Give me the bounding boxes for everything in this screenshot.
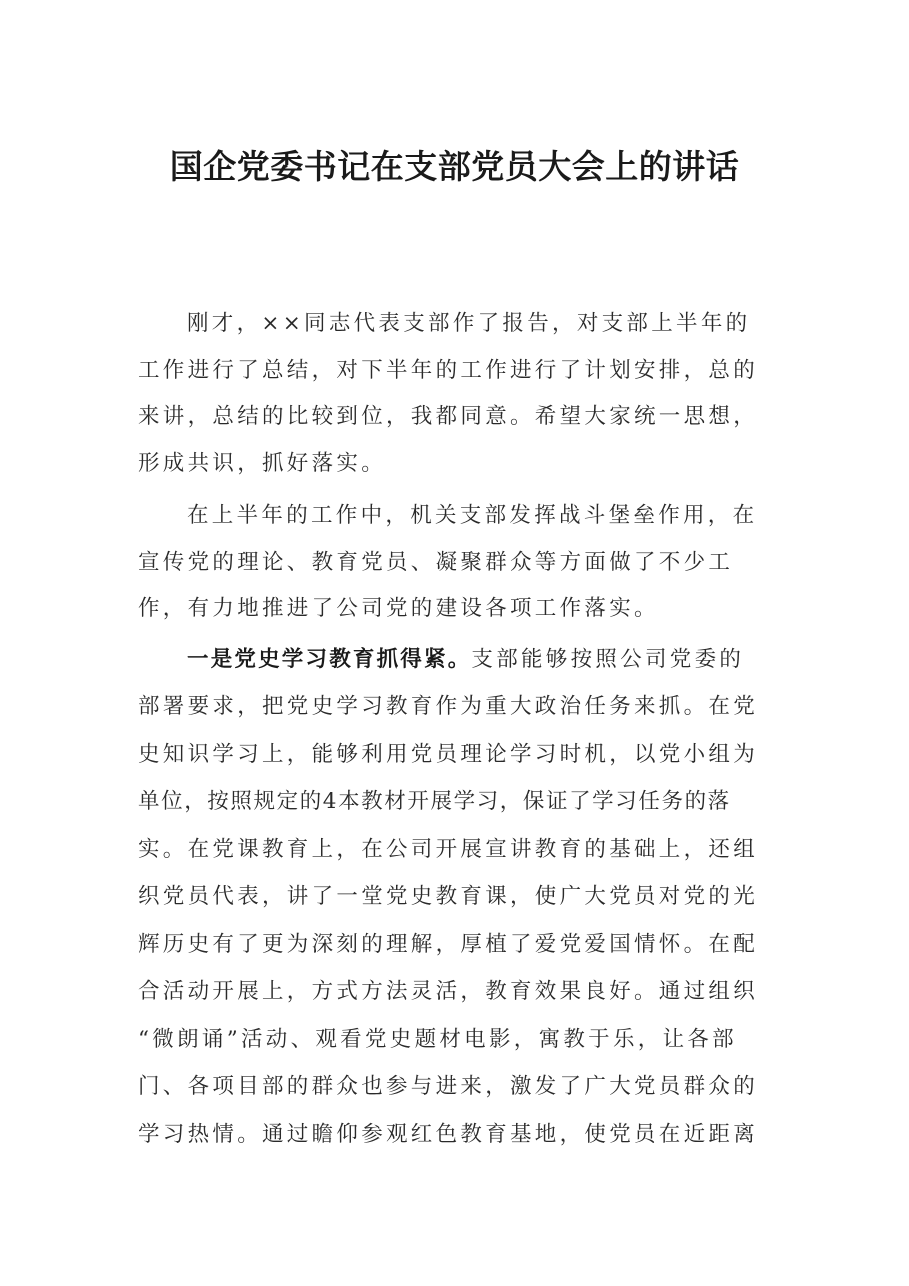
paragraph-line: 织党员代表，讲了一堂党史教育课，使广大党员对党的光 xyxy=(138,884,759,909)
paragraph-line: 部署要求，把党史学习教育作为重大政治任务来抓。在党 xyxy=(138,694,759,719)
paragraph-line: 作，有力地推进了公司党的建设各项工作落实。 xyxy=(138,596,659,621)
paragraph-text: 支部能够按照公司党委的 xyxy=(471,647,745,672)
paragraph-line: 来讲，总结的比较到位，我都同意。希望大家统一思想， xyxy=(138,404,759,429)
paragraph-line: 门、各项目部的群众也参与进来，激发了广大党员群众的 xyxy=(138,1074,759,1099)
paragraph-line: 刚才，××同志代表支部作了报告，对支部上半年的 xyxy=(187,311,751,336)
document-title: 国企党委书记在支部党员大会上的讲话 xyxy=(169,147,740,186)
paragraph-line: 工作进行了总结，对下半年的工作进行了计划安排，总的 xyxy=(138,358,759,383)
paragraph-line: 学习热情。通过瞻仰参观红色教育基地，使党员在近距离 xyxy=(138,1122,759,1147)
paragraph-line xyxy=(187,640,827,680)
section-heading: 一是党史学习教育抓得紧。 xyxy=(187,647,472,672)
paragraph-line: 单位，按照规定的4本教材开展学习，保证了学习任务的落 xyxy=(138,789,731,814)
paragraph-line: 形成共识，抓好落实。 xyxy=(138,451,387,476)
paragraph-line: 在上半年的工作中，机关支部发挥战斗堡垒作用，在 xyxy=(187,503,758,528)
paragraph-line: 宣传党的理论、教育党员、凝聚群众等方面做了不少工 xyxy=(138,550,734,575)
paragraph-line: 合活动开展上，方式方法灵活，教育效果良好。通过组织 xyxy=(138,979,759,1004)
paragraph-line: 实。在党课教育上，在公司开展宣讲教育的基础上，还组 xyxy=(138,837,759,862)
paragraph-line: 辉历史有了更为深刻的理解，厚植了爱党爱国情怀。在配 xyxy=(138,932,759,957)
paragraph-line: “微朗诵”活动、观看党史题材电影，寓教于乐，让各部 xyxy=(138,1027,737,1052)
paragraph-line: 史知识学习上，能够利用党员理论学习时机，以党小组为 xyxy=(138,742,759,767)
